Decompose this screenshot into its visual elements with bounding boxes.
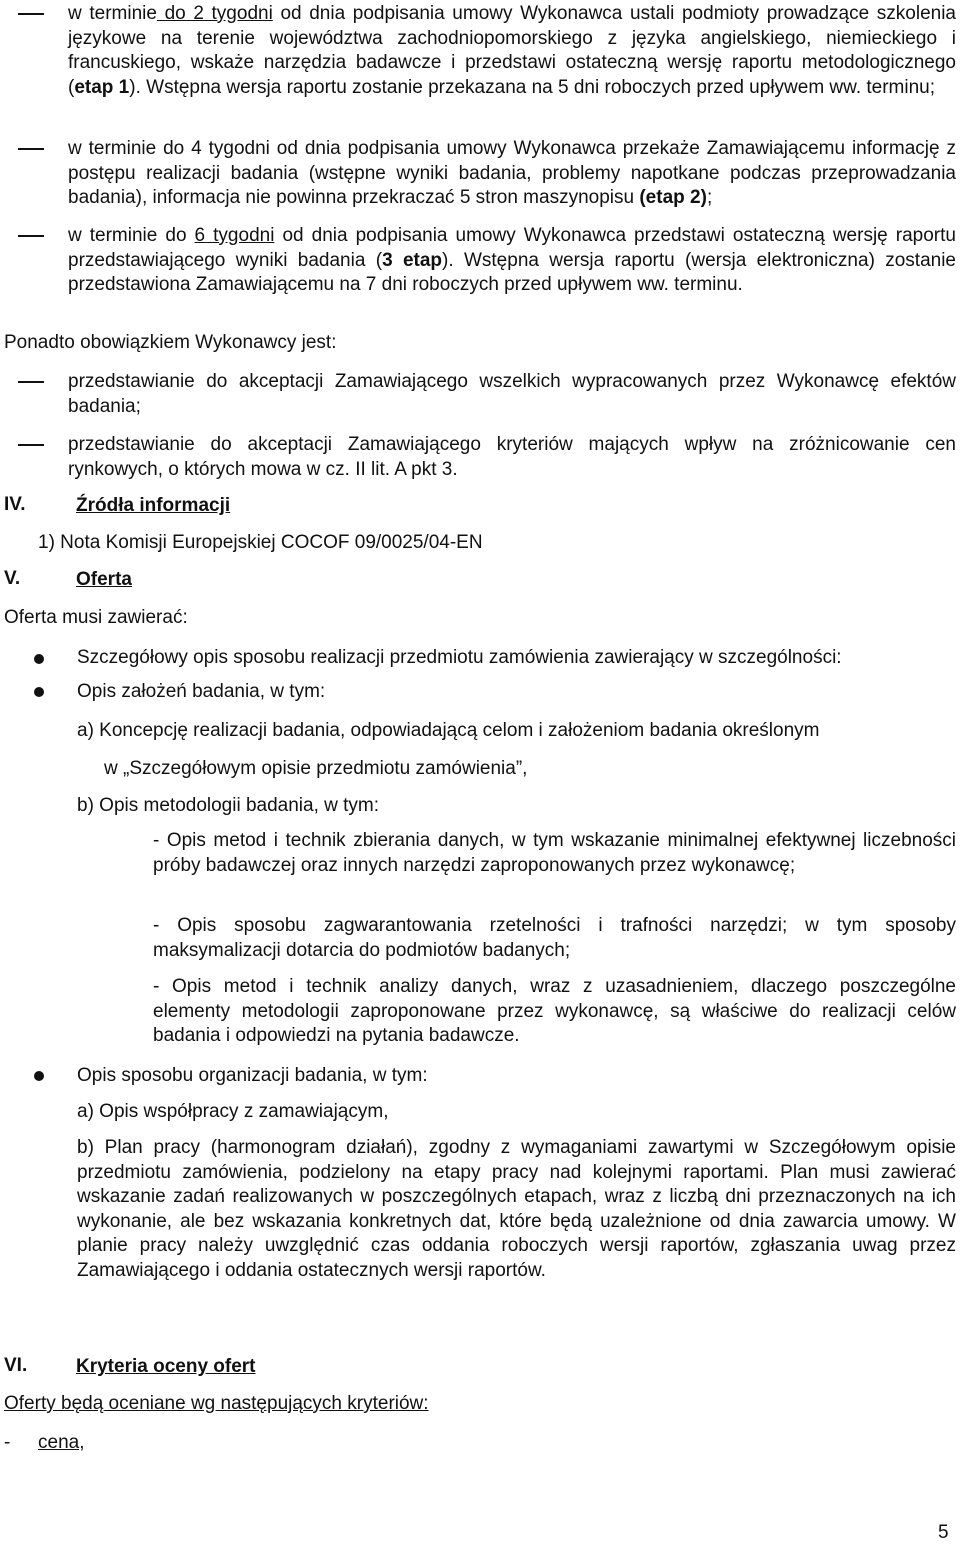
stage-1-label: etap 1 xyxy=(74,76,130,98)
bullet-marker xyxy=(34,687,44,697)
obligation-text: przedstawianie do akceptacji Zamawiającego wszelkich wypracowanych przez Wykonawcę efektów badania; xyxy=(68,371,956,417)
section-v-title: Oferta xyxy=(76,569,132,590)
method-item-1: - Opis metod i technik zbierania danych, w tym wskazanie minimalnej efektywnej liczebności próby badawczej oraz innych narzędzi zaproponowanych przez wykonawcę; xyxy=(153,830,956,876)
page-number: 5 xyxy=(938,1522,949,1543)
criteria-intro: Oferty będą oceniane wg następujących kryteriów: xyxy=(4,1393,429,1414)
bullet-marker xyxy=(34,654,44,664)
method-item-2: - Opis sposobu zagwarantowania rzetelności i trafności narzędzi; w tym sposoby maksymalizacji dotarcia do podmiotów badanych; xyxy=(153,915,956,961)
concept-line-2: w „Szczegółowym opisie przedmiotu zamówienia”, xyxy=(104,758,528,779)
obligation-item xyxy=(68,370,956,419)
offer-bullet-2: Opis założeń badania, w tym: xyxy=(77,681,326,702)
offer-bullet-1: Szczegółowy opis sposobu realizacji przedmiotu zamówienia zawierający w szczególności: xyxy=(77,647,842,668)
stage-3-item xyxy=(68,224,956,298)
stage-1-end: ). Wstępna wersja raportu zostanie przekazana na 5 dni roboczych przed upływem ww. terminu; xyxy=(129,76,936,98)
source-item: 1) Nota Komisji Europejskiej COCOF 09/0025/04-EN xyxy=(38,532,483,553)
criteria-dash: - xyxy=(4,1432,11,1453)
cooperation-item: a) Opis współpracy z zamawiającym, xyxy=(77,1101,389,1122)
stage-3-text: w terminie do xyxy=(68,225,195,246)
stage-2-end: ; xyxy=(706,187,713,208)
stage-3-label: 3 etap xyxy=(382,249,443,271)
offer-bullet-3: Opis sposobu organizacji badania, w tym: xyxy=(77,1065,428,1086)
stage-1-item xyxy=(68,2,956,100)
stage-3-body: od dnia podpisania umowy Wykonawca przedstawi ostateczną wersję raportu przedstawiającego wyniki badania ( xyxy=(68,225,956,271)
obligation-item xyxy=(68,433,956,482)
stage-1-text: w terminie xyxy=(68,3,157,24)
stage-3-end: ). Wstępna wersja raportu (wersja elektroniczna) zostanie przedstawiona Zamawiającemu na 7 dni roboczych przed upływem ww. terminu. xyxy=(68,249,956,295)
section-vi-numeral: VI. xyxy=(4,1355,28,1376)
stage-2-item xyxy=(68,137,956,211)
methodology-heading: b) Opis metodologii badania, w tym: xyxy=(77,795,380,816)
dash-marker xyxy=(18,148,44,150)
offer-intro: Oferta musi zawierać: xyxy=(4,607,188,628)
stage-1-body: od dnia podpisania umowy Wykonawca ustali podmioty prowadzące szkolenia językowe na terenie województwa zachodniopomorskiego z języka angielskiego, niemieckiego i francuskiego, wskaże narzędzia badawcze i przedstawi ostateczną wersję raportu metodologicznego ( xyxy=(68,3,957,98)
section-iv-title: Źródła informacji xyxy=(76,495,231,516)
dash-marker xyxy=(18,13,44,15)
dash-marker xyxy=(18,235,44,237)
work-plan-item: b) Plan pracy (harmonogram działań), zgodny z wymaganiami zawartymi w Szczegółowym opisie przedmiotu zamówienia, podzielony na etapy pracy nad kolejnymi raportami. Plan musi zawierać wskazanie zadań realizowanych w poszczególnych etapach, wraz z liczbą dni przeznaczonych na ich wykonanie, ale bez wskazania konkretnych dat, które będą uzależnione od dnia zawarcia umowy. W planie pracy należy uwzględnić czas oddania roboczych wersji raportów, zgłaszania uwag przez Zamawiającego i oddania ostatecznych wersji raportów. xyxy=(77,1137,956,1281)
method-item-3: - Opis metod i technik analizy danych, wraz z uzasadnieniem, dlaczego poszczególne elementy metodologii zaproponowane przez wykonawcę, są właściwe do realizacji celów badania i odpowiedzi na pytania badawcze. xyxy=(153,976,956,1046)
dash-marker xyxy=(18,381,44,383)
section-vi-title: Kryteria oceny ofert xyxy=(76,1356,256,1377)
obligation-text: przedstawianie do akceptacji Zamawiającego kryteriów mających wpływ na zróżnicowanie cen rynkowych, o których mowa w cz. II lit. A pkt 3. xyxy=(68,434,956,480)
concept-line-1: a) Koncepcję realizacji badania, odpowiadającą celom i założeniom badania określonym xyxy=(77,720,820,741)
stage-1-deadline: do 2 tygodni xyxy=(156,3,273,24)
dash-marker xyxy=(18,444,44,446)
stage-2-label: (etap 2) xyxy=(639,187,707,208)
section-v-numeral: V. xyxy=(4,568,21,589)
stage-3-deadline: 6 tygodni xyxy=(194,225,275,246)
stage-2-text: w terminie do 4 tygodni od dnia podpisania umowy Wykonawca przekaże Zamawiającemu informację z postępu realizacji badania (wstępne wyniki badania, problemy napotkane podczas przeprowadzania badania), informacja nie powinna przekraczać 5 stron maszynopisu xyxy=(68,138,956,208)
section-iv-numeral: IV. xyxy=(4,494,26,515)
criteria-item: cena, xyxy=(38,1432,85,1453)
bullet-marker xyxy=(34,1071,44,1081)
obligations-intro: Ponadto obowiązkiem Wykonawcy jest: xyxy=(4,332,337,353)
